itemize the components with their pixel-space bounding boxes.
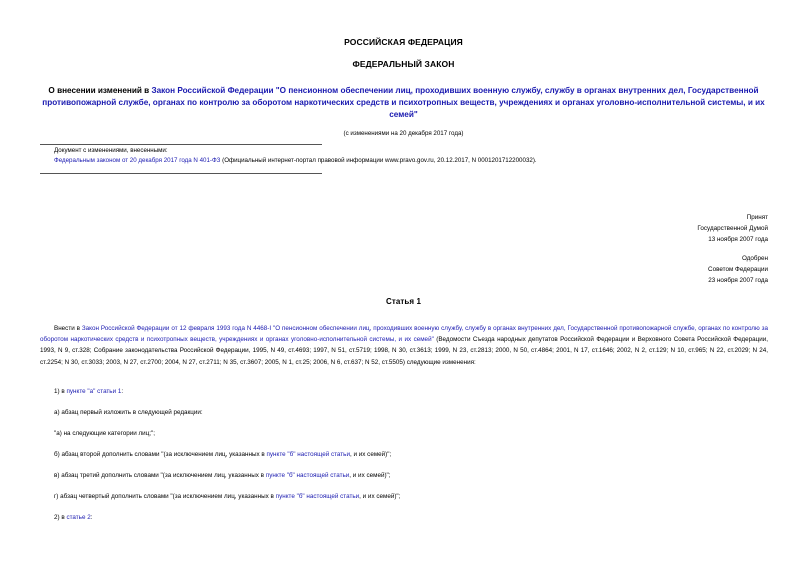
item-g-suffix: , и их семей)"; [359, 493, 401, 500]
adopted-block [560, 212, 768, 245]
item1-suffix: : [121, 388, 124, 395]
changes-bottom-rule [40, 173, 322, 174]
edition-note: (с изменениями на 20 декабря 2017 года) [343, 130, 464, 137]
list-item-1 [54, 387, 768, 396]
changes-entry [54, 157, 774, 165]
list-item-b [54, 450, 768, 459]
list-item-g [54, 492, 768, 501]
list-item-v [54, 471, 768, 480]
adopted-label: Принят [746, 214, 768, 221]
amending-law-source: (Официальный интернет-портал правовой информации www.pravo.gov.ru, 20.12.2017, N 0001201712200032). [220, 157, 537, 164]
item1-prefix: 1) в [54, 388, 67, 395]
item2-suffix: : [90, 514, 93, 521]
adopted-date: 13 ноября 2007 года [708, 236, 768, 243]
country-heading: РОССИЙСКАЯ ФЕДЕРАЦИЯ [344, 37, 463, 47]
item-b-link[interactable]: пункте "б" настоящей статьи [266, 451, 350, 458]
intro-law-link[interactable]: Закон Российской Федерации от 12 февраля 1993 года N 4468-I "О пенсионном обеспечении лиц, проходивших военную службу, службу в органах внутренних дел, Государственной противопожарной службе, органах по контролю за оборотом наркотических средств и психотропных веществ, учреждениях и органах уголовно-исполнительной системы, и их семей" [40, 325, 768, 344]
article-heading: Статья 1 [385, 297, 422, 306]
approved-block [560, 253, 768, 286]
item-v-link[interactable]: пункте "б" настоящей статьи [265, 472, 350, 479]
item-v-prefix: в) абзац третий дополнить словами "(за исключением лиц, указанных в [54, 472, 266, 479]
intro-prefix: Внести в [54, 325, 82, 332]
item2-prefix: 2) в [54, 514, 67, 521]
list-item-a: а) абзац первый изложить в следующей редакции: [54, 409, 203, 416]
title-law-link[interactable]: Закон Российской Федерации "О пенсионном обеспечении лиц, проходивших военную службу, службу в органах внутренних дел, Государственной противопожарной службе, органах по контролю за оборотом наркотических средств и психотропных веществ, учреждениях и органах уголовно-исполнительной системы, и их семей" [42, 86, 765, 119]
item1-link[interactable]: пункте "а" статьи 1 [66, 388, 122, 395]
adopted-body: Государственной Думой [697, 225, 768, 232]
item2-link[interactable]: статье 2 [66, 514, 91, 521]
list-item-a-quote: "а) на следующие категории лиц;"; [54, 430, 156, 437]
doc-type-heading: ФЕДЕРАЛЬНЫЙ ЗАКОН [352, 59, 455, 69]
item-b-prefix: б) абзац второй дополнить словами "(за исключением лиц, указанных в [54, 451, 267, 458]
amending-law-link[interactable]: Федеральным законом от 20 декабря 2017 года N 401-ФЗ [54, 157, 221, 164]
approved-date: 23 ноября 2007 года [708, 277, 768, 284]
approved-label: Одобрен [741, 255, 768, 262]
title-prefix: О внесении изменений в [48, 86, 152, 95]
changes-label: Документ с изменениями, внесенными: [54, 147, 168, 154]
list-item-2 [54, 513, 768, 522]
document-title [40, 85, 767, 121]
item-g-prefix: г) абзац четвертый дополнить словами "(за исключением лиц, указанных в [54, 493, 276, 500]
article-intro [40, 323, 768, 368]
item-b-suffix: , и их семей)"; [349, 451, 392, 458]
item-v-suffix: , и их семей)"; [349, 472, 391, 479]
approved-body: Советом Федерации [708, 266, 768, 273]
changes-top-rule [40, 144, 322, 145]
item-g-link[interactable]: пункте "б" настоящей статьи [275, 493, 360, 500]
intro-suffix: (Ведомости Съезда народных депутатов Российской Федерации и Верховного Совета Российской Федерации, 1993, N 9, ст.328; Собрание законодательства Российской Федерации, 1995, N 49, ст.4693; 1997, N 51, ст.5719; 1998, N 30, ст.3613; 1999, N 23, ст.2813; 2000, N 50, ст.4864; 2001, N 17, ст.1646; 2002, N 2, ст.129; N 10, ст.965; N 22, ст.2029; N 24, ст.2254; N 30, ст.3033; 2003, N 27, ст.2700; 2004, N 27, ст.2711; N 35, ст.3607; 2005, N 1, ст.25; 2006, N 6, ст.637; N 52, ст.5505) следующие изменения: [40, 336, 769, 366]
